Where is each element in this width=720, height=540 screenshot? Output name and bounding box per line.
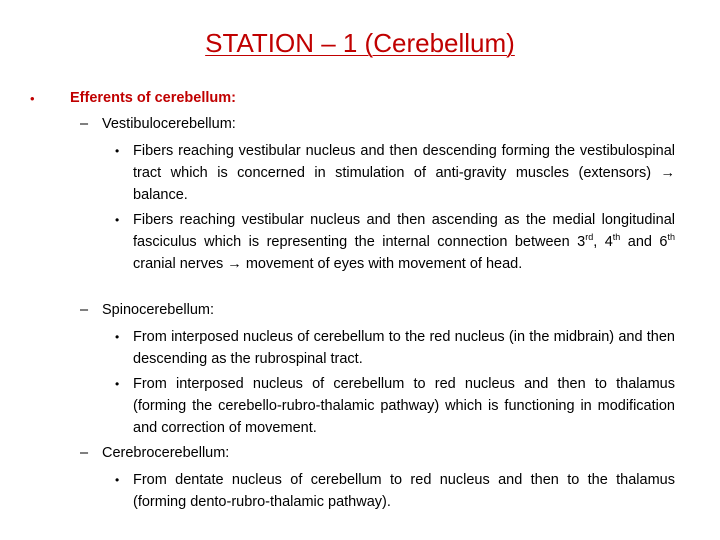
text-run: Fibers reaching vestibular nucleus and then ascending as the medial longitudinal fasciculus which is representing the internal connection between 3 — [133, 212, 675, 250]
subsection-label: Cerebrocerebellum: — [102, 445, 230, 461]
slide-title: STATION – 1 (Cerebellum) — [205, 28, 515, 58]
text-run: and 6 — [620, 234, 668, 250]
list-item — [115, 326, 675, 370]
bullet-marker: • — [115, 330, 120, 344]
item-text — [133, 209, 675, 275]
superscript: rd — [585, 232, 594, 243]
superscript: th — [612, 232, 621, 243]
bullet-marker: • — [115, 213, 120, 227]
list-item — [115, 373, 675, 439]
superscript: th — [667, 232, 676, 243]
subsection-label: Spinocerebellum: — [102, 302, 215, 318]
dash-marker: – — [80, 445, 89, 461]
item-text: From interposed nucleus of cerebellum to the red nucleus (in the midbrain) and then descending as the rubrospinal tract. — [133, 329, 675, 367]
item-text: From dentate nucleus of cerebellum to red nucleus and then to the thalamus (forming dento-rubro-thalamic pathway). — [133, 472, 675, 510]
list-item — [115, 140, 675, 206]
dash-marker: – — [80, 302, 89, 318]
dash-marker: – — [80, 116, 89, 132]
item-text: From interposed nucleus of cerebellum to red nucleus and then to thalamus (forming the cerebello-rubro-thalamic pathway) which is functioning in modification and correction of movement. — [133, 376, 675, 436]
text-run: , 4 — [593, 234, 613, 250]
subsection-label: Vestibulocerebellum: — [102, 116, 236, 132]
bullet-marker: • — [30, 91, 35, 106]
section-heading: Efferents of cerebellum: — [70, 90, 236, 106]
text-run: cranial nerves → movement of eyes with movement of head. — [133, 256, 523, 272]
list-item — [115, 469, 675, 513]
bullet-marker: • — [115, 473, 120, 487]
bullet-marker: • — [115, 144, 120, 158]
list-item — [115, 209, 675, 275]
bullet-marker: • — [115, 377, 120, 391]
item-text: Fibers reaching vestibular nucleus and then descending forming the vestibulospinal tract which is concerned in stimulation of anti-gravity muscles (extensors) → balance. — [133, 143, 675, 203]
